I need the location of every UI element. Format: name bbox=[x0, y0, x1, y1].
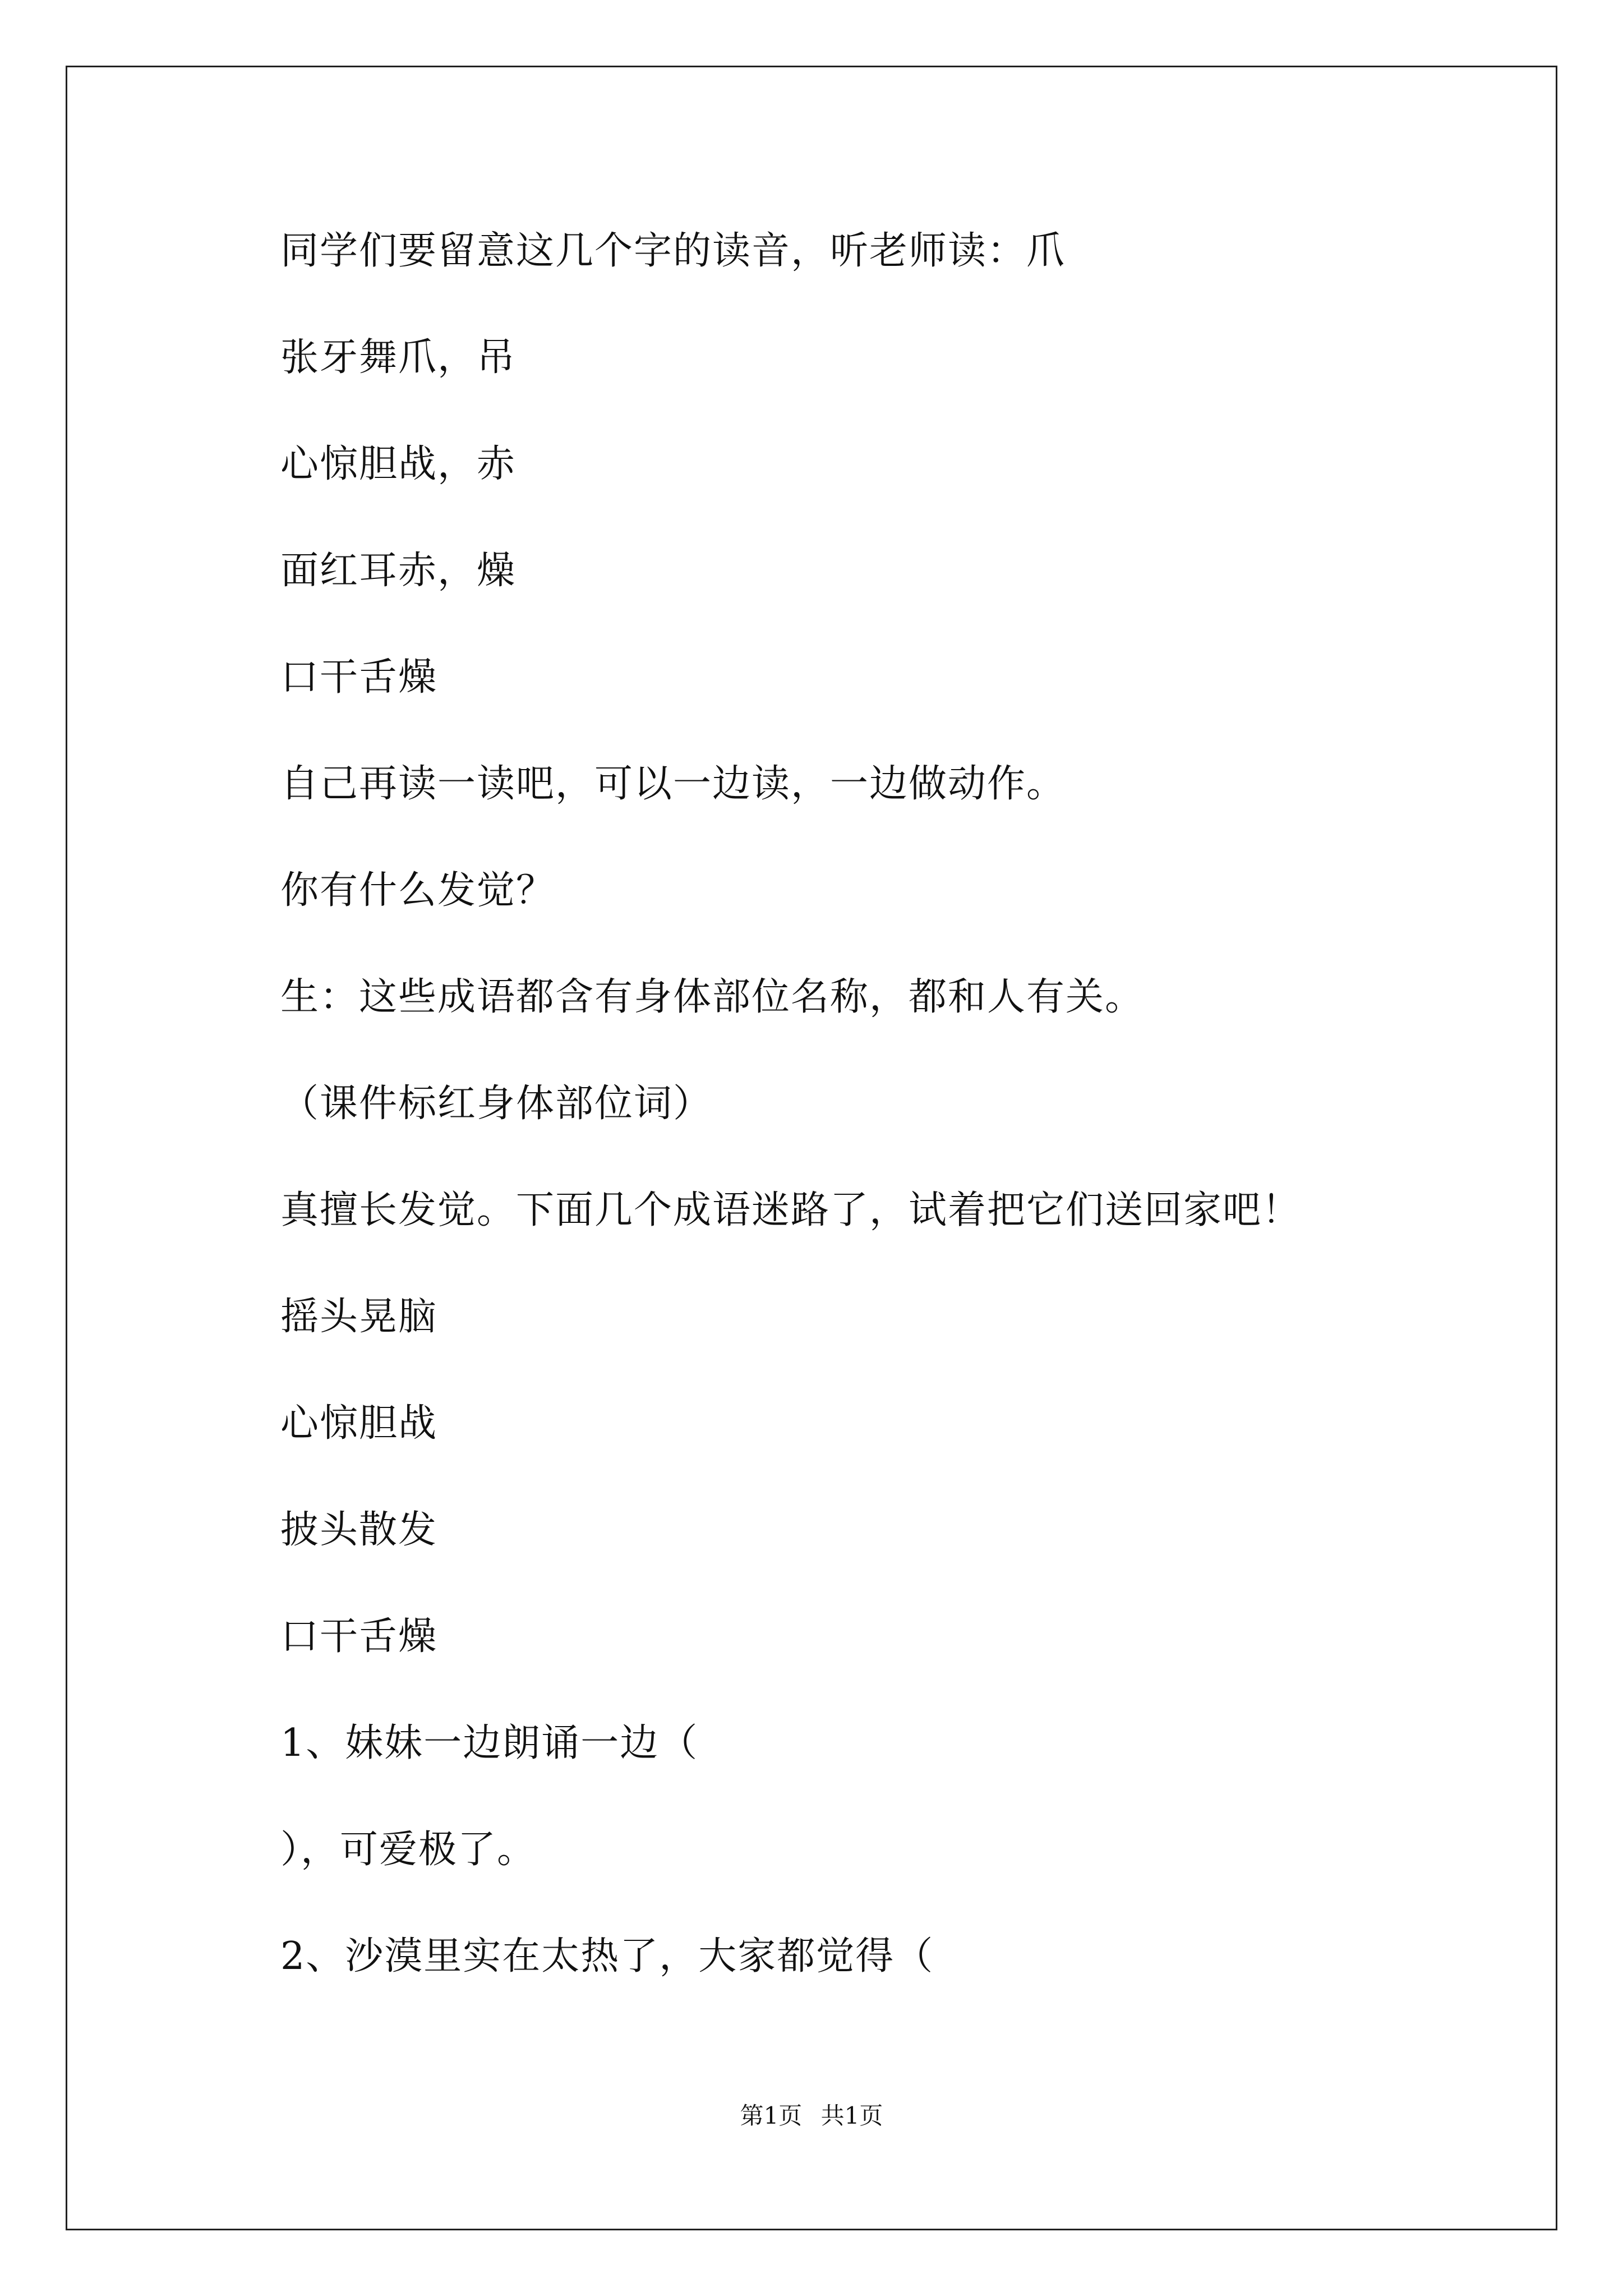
text-line: 披头散发 bbox=[280, 1508, 438, 1552]
text-line: 生：这些成语都含有身体部位名称，都和人有关。 bbox=[280, 975, 1145, 1019]
page-footer bbox=[0, 2102, 1623, 2130]
page-number: 第1页 bbox=[740, 2102, 803, 2129]
text-line: 你有什么发觉？ bbox=[280, 868, 556, 913]
text-line: 口干舌燥 bbox=[280, 655, 438, 700]
page-total: 共1页 bbox=[820, 2102, 883, 2129]
text-line: 2、沙漠里实在太热了，大家都觉得（ bbox=[280, 1934, 934, 1978]
text-line: 同学们要留意这几个字的读音，听老师读：爪 bbox=[280, 229, 1066, 273]
text-line: 张牙舞爪，吊 bbox=[280, 335, 517, 380]
text-line: 自己再读一读吧，可以一边读，一边做动作。 bbox=[280, 762, 1066, 806]
text-line: ），可爱极了。 bbox=[280, 1828, 537, 1872]
text-line: 面红耳赤，燥 bbox=[280, 549, 517, 593]
page-frame bbox=[66, 66, 1557, 2230]
text-line: 真擅长发觉。下面几个成语迷路了，试着把它们送回家吧！ bbox=[280, 1188, 1302, 1232]
text-line: 摇头晃脑 bbox=[280, 1295, 438, 1339]
text-line: 心惊胆战，赤 bbox=[280, 442, 517, 486]
text-line: 心惊胆战 bbox=[280, 1401, 438, 1446]
text-line: 1、妹妹一边朗诵一边（ bbox=[280, 1721, 699, 1765]
text-line: （课件标红身体部位词） bbox=[280, 1082, 713, 1126]
text-line: 口干舌燥 bbox=[280, 1614, 438, 1659]
